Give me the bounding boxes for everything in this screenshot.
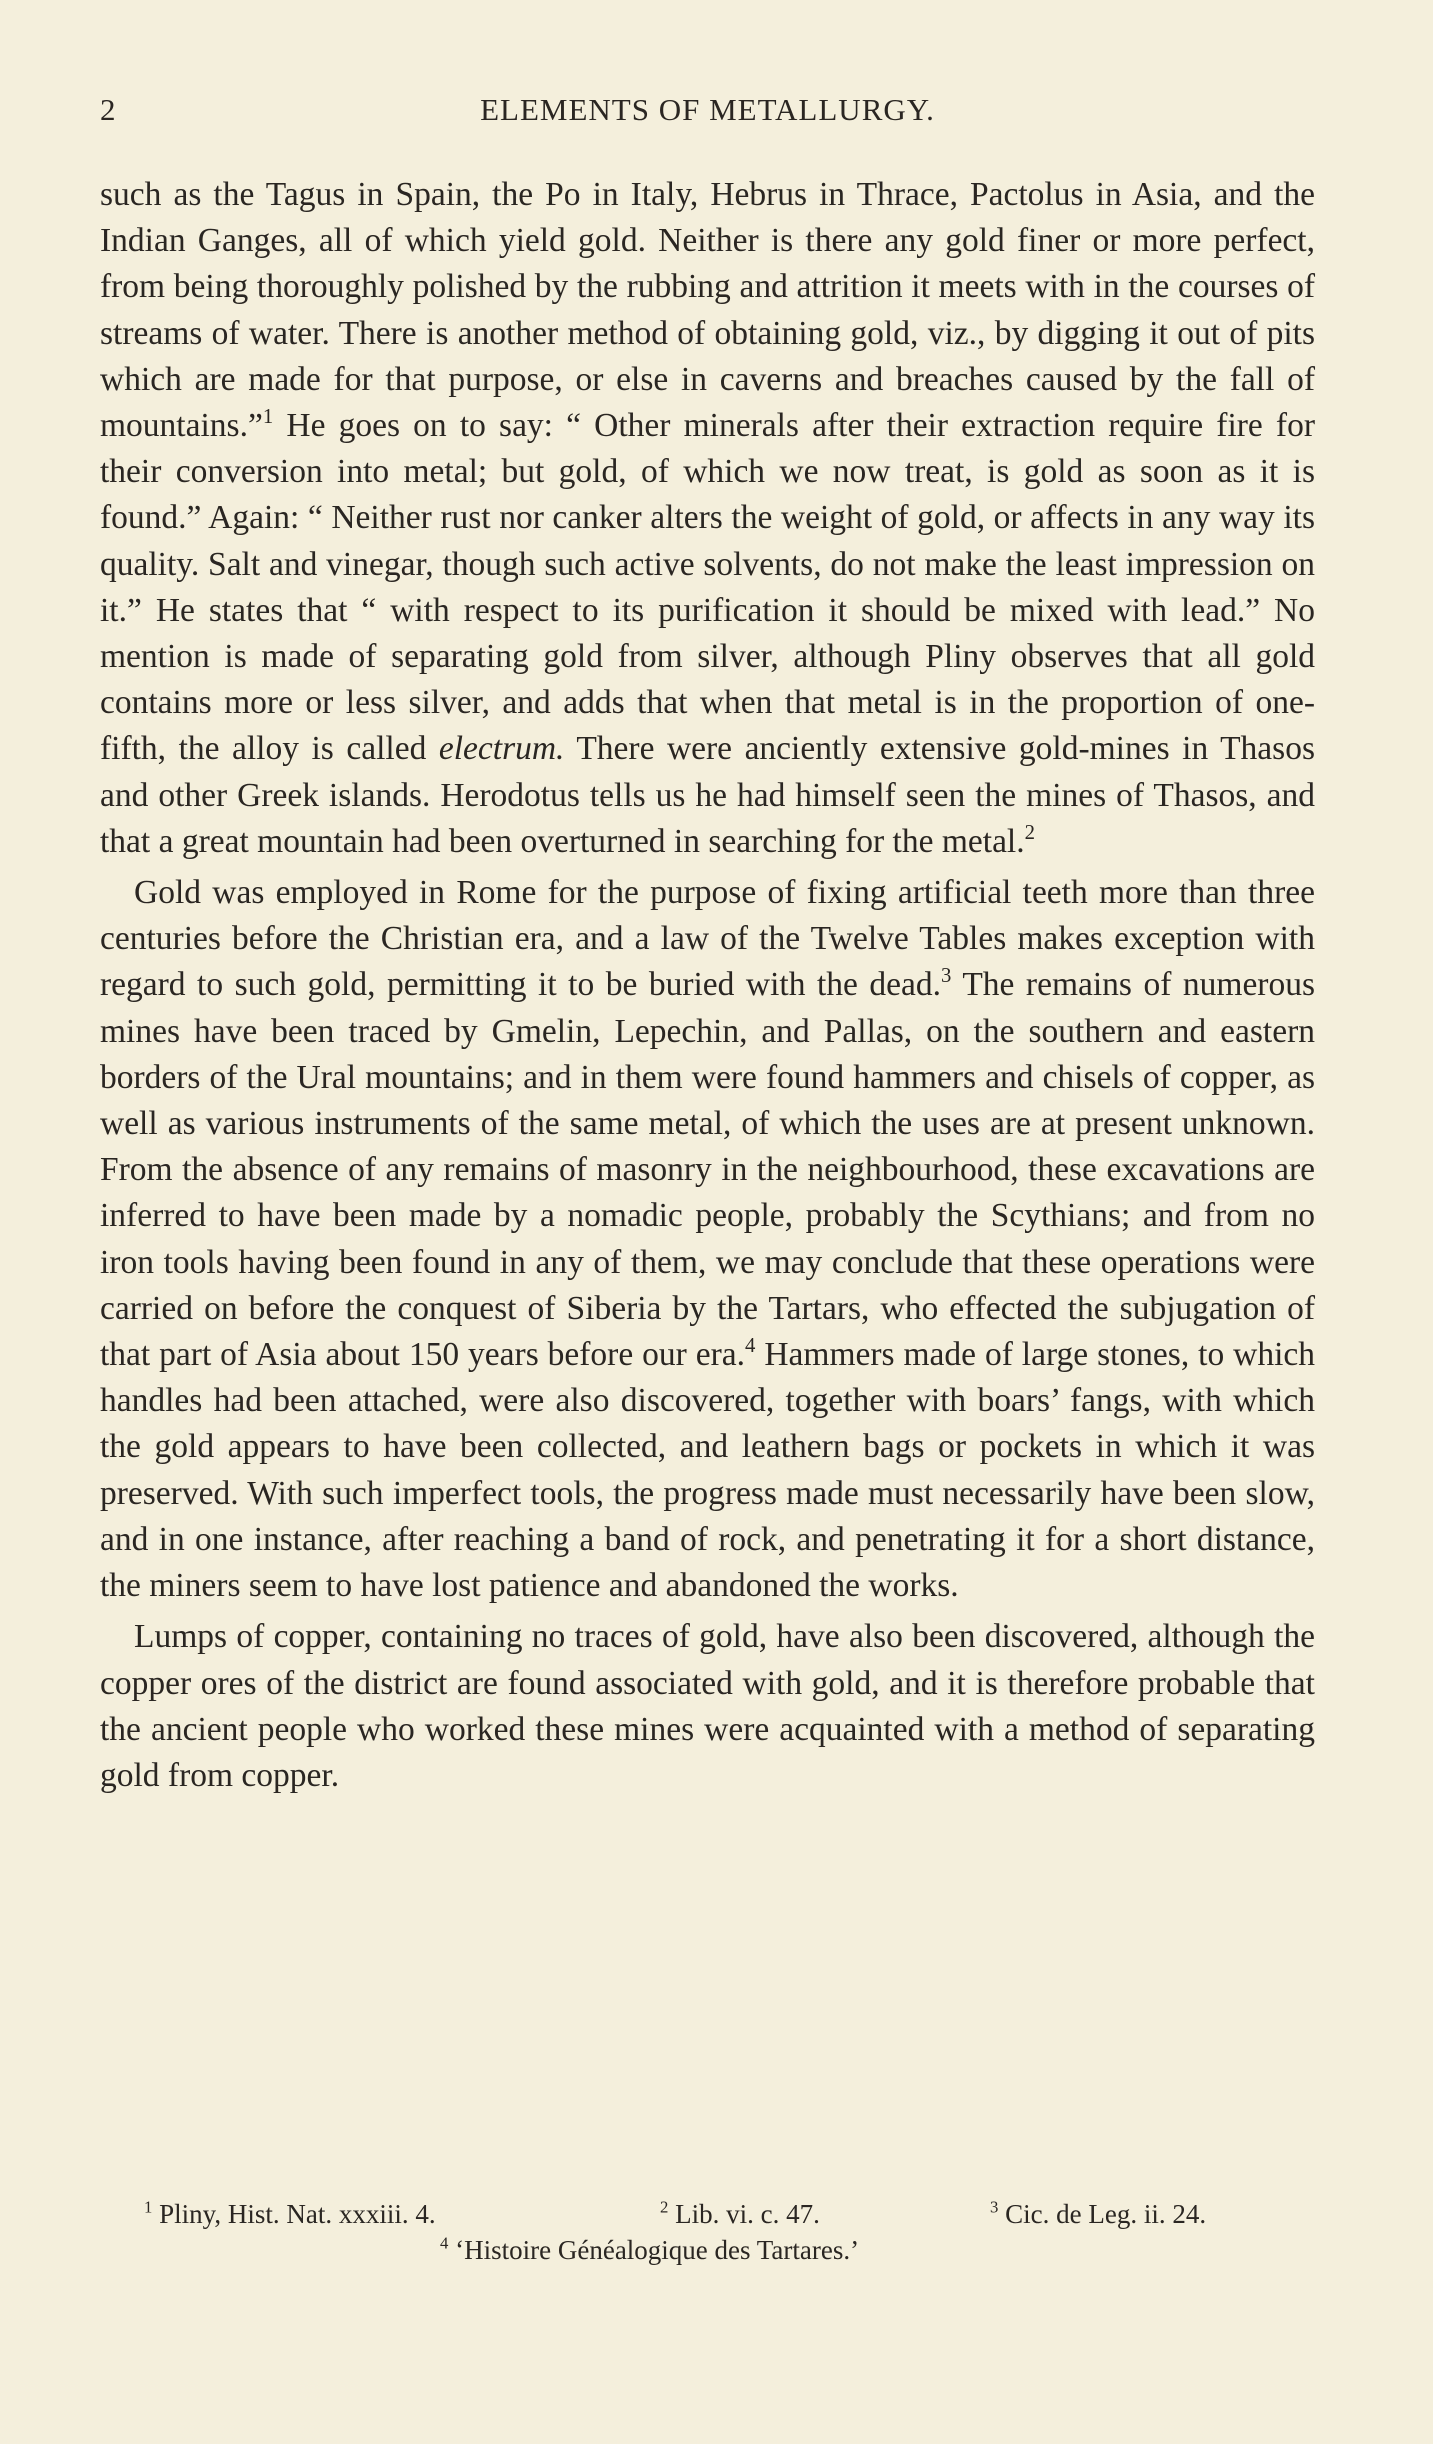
footnote-ref-1: 1	[262, 405, 274, 429]
footnote-row-2	[100, 2232, 1315, 2268]
paragraph-2	[100, 870, 1315, 1609]
paragraph-2-part-a: Gold was employed in Rome for the purpose of fixing artificial teeth more than three centuries before the Christian era, and a law of the Twelve Tables makes exception with regard to such gold, permitting it to be buried with the dead.	[100, 874, 1315, 1004]
footnote-text: Cic. de Leg. ii. 24.	[1005, 2199, 1207, 2229]
footnote-mark: 1	[144, 2197, 153, 2217]
paragraph-1-part-b: He goes on to say: “ Other minerals after their extraction require fire for their conversion into metal; but gold, of which we now treat, is gold as soon as it is found.” Again: “ Neither rust nor canker alters the weight of gold, or affects in any way its quality. Salt and vinegar, though such active solvents, do not make the least impression on it.” He states that “ with respect to its purification it should be mixed with lead.” No mention is made of separating gold from silver, although Pliny observes that all gold contains more or less silver, and adds that when that metal is in the proportion of one-fifth, the alloy is called	[100, 407, 1315, 768]
footnote-mark: 3	[990, 2197, 999, 2217]
footnote-text: Lib. vi. c. 47.	[675, 2199, 820, 2229]
page-header	[100, 92, 1315, 132]
footnote-4	[440, 2232, 859, 2268]
paragraph-1	[100, 172, 1315, 865]
paragraph-1-part-c: There were anciently extensive gold-mines in Thasos and other Greek islands. Herodotus tells us he had himself seen the mines of Thasos, and that a great mountain had been overturned in searching for the metal.	[100, 730, 1316, 860]
paragraph-2-part-c: Hammers made of large stones, to which handles had been attached, were also discovered, together with boars’ fangs, with which the gold appears to have been collected, and leathern bags or pockets in which it was preserved. With such imperfect tools, the progress made must necessarily have been slow, and in one instance, after reaching a band of rock, and penetrating it for a short distance, the miners seem to have lost patience and abandoned the works.	[100, 1336, 1315, 1605]
paragraph-1-part-a: such as the Tagus in Spain, the Po in Italy, Hebrus in Thrace, Pactolus in Asia, and the Indian Ganges, all of which yield gold. Neither is there any gold finer or more perfect, from being thoroughly polished by the rubbing and attrition it meets with in the courses of streams of water. There is another method of obtaining gold, viz., by digging it out of pits which are made for that purpose, or else in caverns and breaches caused by the fall of mountains.”	[100, 176, 1315, 445]
footnote-text: ‘Histoire Généalogique des Tartares.’	[455, 2235, 860, 2265]
footnote-ref-2: 2	[1024, 820, 1036, 844]
footnote-mark: 4	[440, 2233, 449, 2253]
page-number: 2	[100, 92, 117, 127]
footnote-2	[660, 2196, 820, 2232]
footnote-row-1	[100, 2196, 1315, 2232]
footnote-text: Pliny, Hist. Nat. xxxiii. 4.	[159, 2199, 436, 2229]
running-title: ELEMENTS OF METALLURGY.	[480, 92, 935, 127]
footnote-1	[144, 2196, 436, 2232]
footnote-ref-3: 3	[941, 964, 952, 988]
body-text	[100, 172, 1315, 1799]
footnotes	[100, 2196, 1315, 2268]
paragraph-3: Lumps of copper, containing no traces of gold, have also been discovered, although the copper ores of the district are found associated with gold, and it is therefore probable that the ancient people who worked these mines were acquainted with a method of separating gold from copper.	[100, 1618, 1315, 1794]
paragraph-2-part-b: The remains of numerous mines have been traced by Gmelin, Lepechin, and Pallas, on the southern and eastern borders of the Ural mountains; and in them were found hammers and chisels of copper, as well as various instruments of the same metal, of which the uses are at present unknown. From the absence of any remains of masonry in the neighbourhood, these excavations are inferred to have been made by a nomadic people, probably the Scythians; and from no iron tools having been found in any of them, we may conclude that these operations were carried on before the conquest of Siberia by the Tartars, who effected the subjugation of that part of Asia about 150 years before our era.	[100, 966, 1316, 1374]
footnote-mark: 2	[660, 2197, 669, 2217]
electrum-term: electrum.	[438, 730, 565, 768]
footnote-3	[990, 2196, 1206, 2232]
footnote-ref-4: 4	[745, 1334, 756, 1358]
